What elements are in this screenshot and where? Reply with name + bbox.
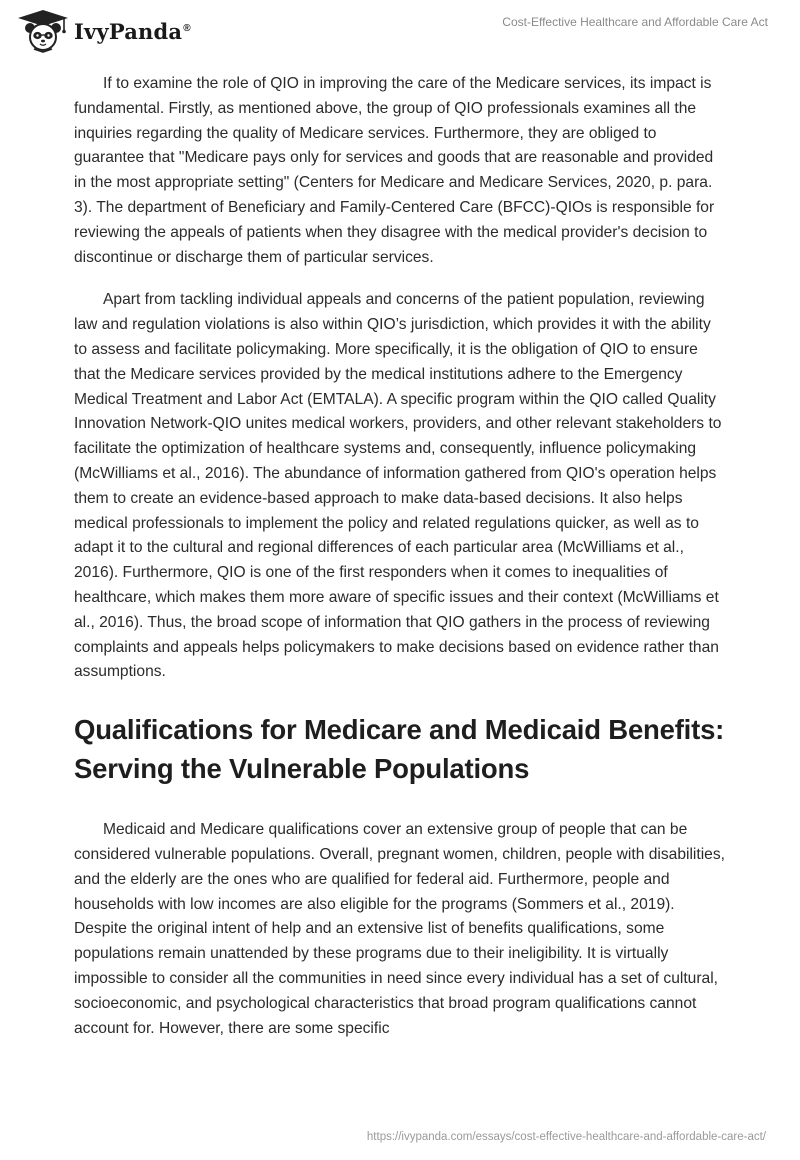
- body-paragraph: Medicaid and Medicare qualifications cover an extensive group of people that can be considered vulnerable populations. Overall, pregnant women, children, people with disabilities, and the elderly are the ones who are qualified for federal aid. Furthermore, people and households with low incomes are also eligible for the programs (Sommers et al., 2019). Despite the original intent of help and an extensive list of benefits qualifications, some populations remain unattended by these programs due to their ineligibility. It is virtually impossible to consider all the communities in need since every individual has a set of cultural, socioeconomic, and psychological characteristics that broad program qualifications cannot account for. However, there are some specific: [74, 821, 725, 1037]
- source-url-link[interactable]: https://ivypanda.com/essays/cost-effective-healthcare-and-affordable-care-act/: [366, 1131, 766, 1143]
- panda-graduate-icon: [14, 9, 72, 53]
- document-title: Cost-Effective Healthcare and Affordable Care Act: [502, 15, 768, 29]
- ivypanda-logo[interactable]: [14, 9, 191, 53]
- registered-mark: ®: [183, 22, 191, 34]
- body-paragraph: If to examine the role of QIO in improving the care of the Medicare services, its impact is fundamental. Firstly, as mentioned above, the group of QIO professionals examines all the inquiries regarding the quality of Medicare services. Furthermore, they are obliged to guarantee that "Medicare pays only for services and goods that are reasonable and provided in the most appropriate setting" (Centers for Medicare and Medicare Services, 2020, p. para. 3). The department of Beneficiary and Family-Centered Care (BFCC)-QIOs is responsible for reviewing the appeals of patients when they disagree with the medical provider's decision to discontinue or discharge them of particular services.: [74, 75, 715, 266]
- brand-name: [74, 19, 191, 44]
- brand-name-text: IvyPanda: [74, 18, 183, 44]
- body-paragraph: Apart from tackling individual appeals and concerns of the patient population, reviewing law and regulation violations is also within QIO’s jurisdiction, which provides it with the ability to assess and facilitate policymaking. More specifically, it is the obligation of QIO to ensure that the Medicare services provided by the medical institutions adhere to the Emergency Medical Treatment and Labor Act (EMTALA). A specific program within the QIO called Quality Innovation Network-QIO unites medical workers, providers, and other relevant stakeholders to facilitate the optimization of healthcare systems and, consequently, influence policymaking (McWilliams et al., 2016). The abundance of information gathered from QIO's operation helps them to create an evidence-based approach to make data-based decisions. It also helps medical professionals to implement the policy and related regulations quicker, as well as to adapt it to the cultural and regional differences of each particular area (McWilliams et al., 2016). Furthermore, QIO is one of the first responders when it comes to inequalities of healthcare, which makes them more aware of specific issues and their context (McWilliams et al., 2016). Thus, the broad scope of information that QIO gathers in the process of reviewing complaints and appeals helps policymakers to make decisions based on evidence rather than assumptions.: [74, 291, 722, 681]
- essay-content: [74, 72, 726, 1059]
- page-header: [0, 0, 800, 56]
- section-heading: Qualifications for Medicare and Medicaid Benefits: Serving the Vulnerable Populations: [74, 714, 725, 784]
